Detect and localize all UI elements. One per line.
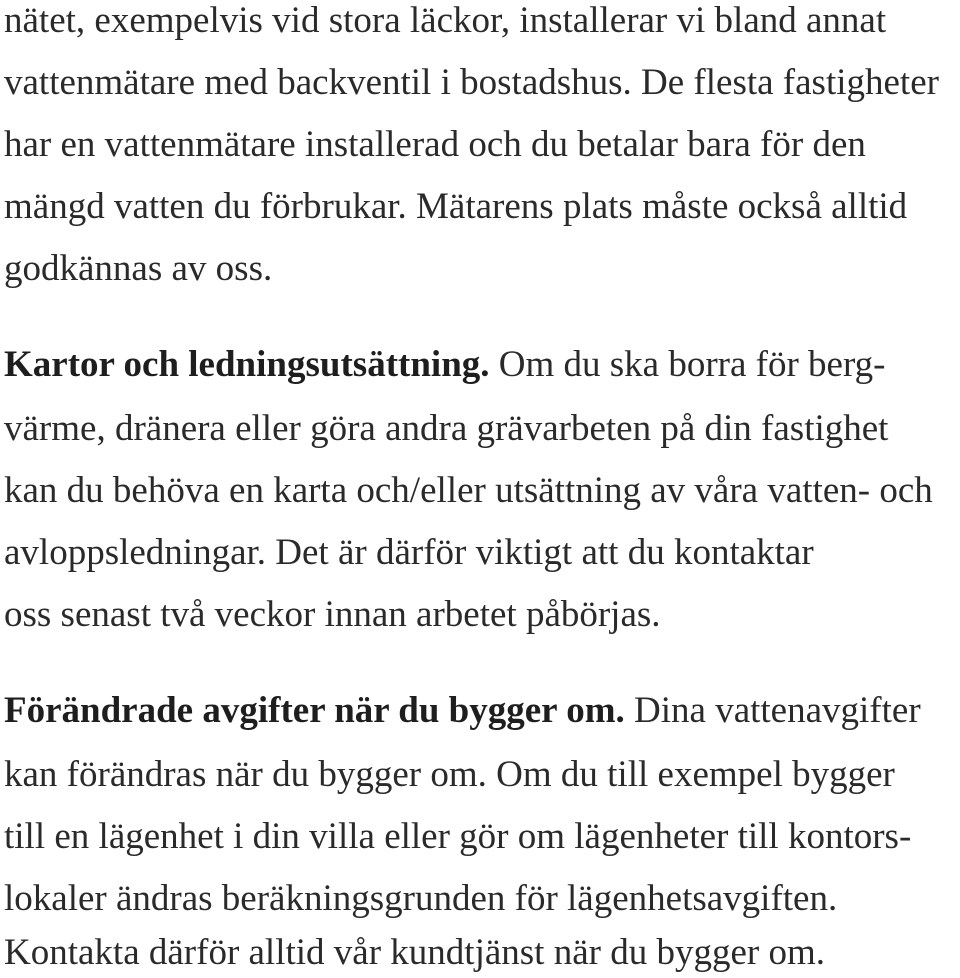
paragraph-1-line-1: nätet, exempelvis vid stora läckor, installerar vi bland annat [4, 0, 887, 41]
paragraph-3-line-1-text: Dina vattenavgifter [624, 690, 921, 731]
paragraph-1-line-3: har en vattenmätare installerad och du betalar bara för den [4, 124, 866, 165]
section-heading-avgifter: Förändrade avgifter när du bygger om. [4, 690, 625, 731]
paragraph-3-line-5: Kontakta därför alltid vår kundtjänst när du bygger om. [4, 932, 825, 973]
paragraph-3-line-3: till en lägenhet i din villa eller gör om lägenheter till kontors- [4, 816, 912, 857]
paragraph-1-line-5: godkännas av oss. [4, 248, 273, 289]
paragraph-2-line-3: kan du behöva en karta och/eller utsättning av våra vatten- och [4, 470, 933, 511]
paragraph-3-line-4: lokaler ändras beräkningsgrunden för lägenhetsavgiften. [4, 878, 838, 919]
paragraph-2-line-2: värme, dränera eller göra andra grävarbeten på din fastighet [4, 408, 889, 449]
paragraph-2-line-4: avloppsledningar. Det är därför viktigt att du kontaktar [4, 532, 814, 573]
paragraph-3-line-1 [4, 692, 921, 729]
paragraph-2-line-1 [4, 346, 885, 383]
section-heading-kartor: Kartor och ledningsutsättning. [4, 344, 490, 385]
paragraph-1-line-2: vattenmätare med backventil i bostadshus. De flesta fastigheter [4, 62, 939, 103]
paragraph-2-line-1-text: Om du ska borra för berg- [489, 344, 886, 385]
paragraph-2-line-5: oss senast två veckor innan arbetet påbörjas. [4, 594, 661, 635]
paragraph-1-line-4: mängd vatten du förbrukar. Mätarens plats måste också alltid [4, 186, 908, 227]
paragraph-3-line-2: kan förändras när du bygger om. Om du till exempel bygger [4, 754, 895, 795]
